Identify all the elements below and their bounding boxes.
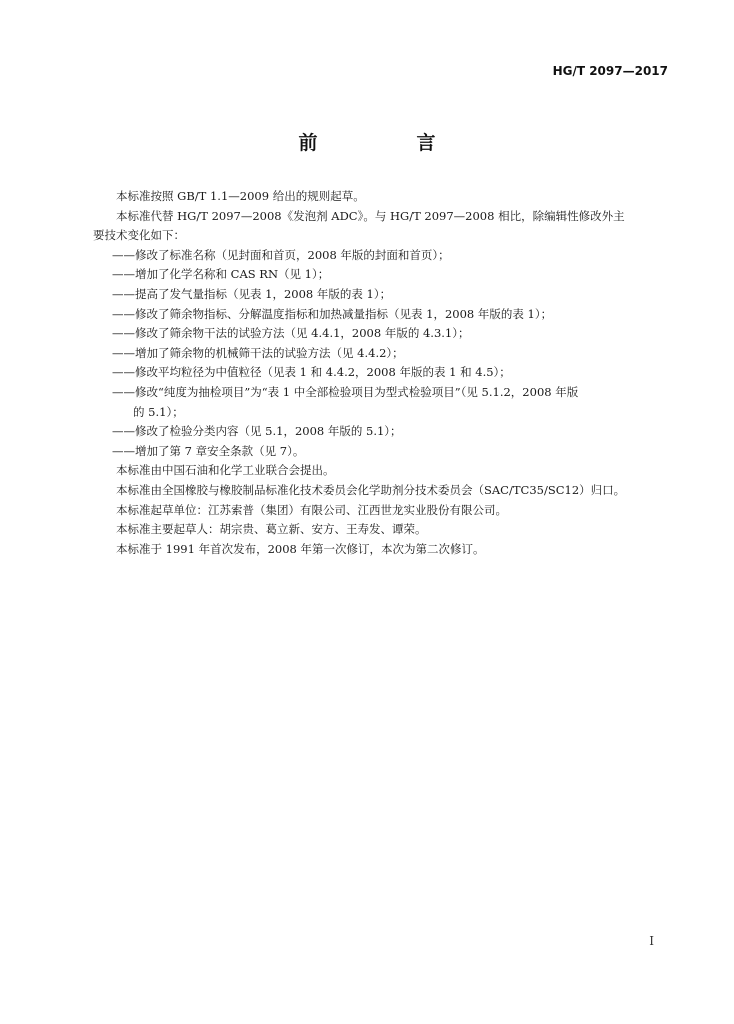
change-item: ——增加了筛余物的机械筛干法的试验方法（见 4.4.2）； <box>112 345 404 360</box>
paragraph-drafters: 本标准主要起草人：胡宗贵、葛立新、安方、王寿发、谭荣。 <box>116 522 427 537</box>
change-item: ——修改“纯度为抽检项目”为“表 1 中全部检验项目为型式检验项目”（见 5.1.2，2008 年版 <box>112 384 579 399</box>
paragraph-committee: 本标准由全国橡胶与橡胶制品标准化技术委员会化学助剂分技术委员会（SAC/TC35/SC12）归口。 <box>116 482 626 497</box>
change-item: ——修改了标准名称（见封面和首页，2008 年版的封面和首页）； <box>112 247 450 262</box>
change-item: ——修改了筛余物指标、分解温度指标和加热减量指标（见表 1，2008 年版的表 1）； <box>112 306 553 321</box>
standard-code: HG/T 2097—2017 <box>552 64 668 78</box>
paragraph-replacement: 本标准代替 HG/T 2097—2008《发泡剂 ADC》。与 HG/T 2097—2008 相比，除编辑性修改外主 <box>116 208 625 223</box>
change-item-cont: 的 5.1）； <box>133 404 184 419</box>
change-item: ——增加了化学名称和 CAS RN（见 1）； <box>112 267 330 282</box>
paragraph-history: 本标准于 1991 年首次发布，2008 年第一次修订，本次为第二次修订。 <box>116 541 485 556</box>
paragraph-replacement-cont: 要技术变化如下： <box>93 228 185 243</box>
page-number: I <box>649 934 654 948</box>
paragraph-drafting-rules: 本标准按照 GB/T 1.1—2009 给出的规则起草。 <box>116 189 365 203</box>
page-title: 前 言 <box>298 132 476 154</box>
change-item: ——增加了第 7 章安全条款（见 7）。 <box>112 443 305 458</box>
paragraph-drafting-units: 本标准起草单位：江苏索普（集团）有限公司、江西世龙实业股份有限公司。 <box>116 502 507 517</box>
change-item: ——修改了检验分类内容（见 5.1，2008 年版的 5.1）； <box>112 424 402 439</box>
change-item: ——修改平均粒径为中值粒径（见表 1 和 4.4.2，2008 年版的表 1 和 4.5）； <box>112 365 511 380</box>
paragraph-proposer: 本标准由中国石油和化学工业联合会提出。 <box>116 463 335 478</box>
change-item: ——提高了发气量指标（见表 1，2008 年版的表 1）； <box>112 286 392 301</box>
foreword-body <box>93 187 659 559</box>
change-item: ——修改了筛余物干法的试验方法（见 4.4.1，2008 年版的 4.3.1）； <box>112 326 470 341</box>
